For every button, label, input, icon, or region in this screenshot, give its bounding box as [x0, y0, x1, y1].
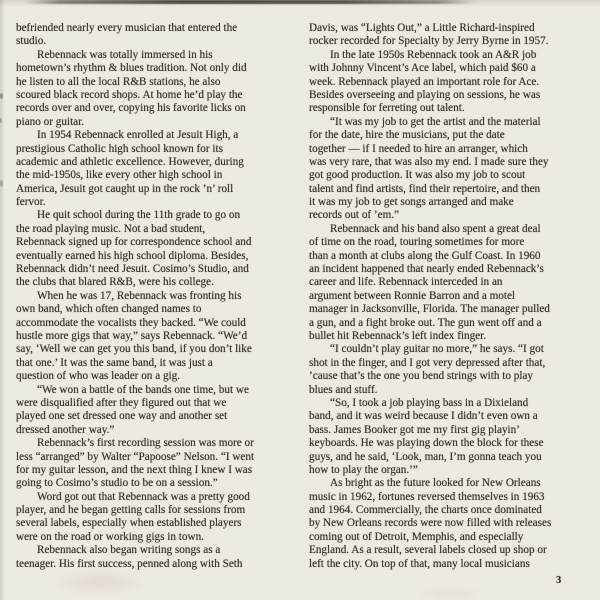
text-line: Rebennack and his band also spent a great deal — [330, 222, 541, 235]
text-line: records over and over, copying his favorite licks on — [16, 102, 246, 115]
text-line: ’cause that’s the one you bend strings with to play — [309, 370, 534, 383]
text-line: manager in Jacksonville, Florida. The manager pulled — [309, 303, 550, 316]
text-line: eventually earned his high school diploma. Besides, — [16, 249, 249, 262]
text-line: left the city. On top of that, many local musicians — [309, 557, 530, 570]
text-line: “So, I took a job playing bass in a Dixieland — [330, 396, 529, 409]
text-line: Rebennack signed up for correspondence school and — [16, 236, 252, 249]
text-line: keyboards. He was playing down the block for these — [309, 437, 544, 450]
text-line: the clubs that blared R&B, were his college. — [16, 276, 214, 289]
scan-speck — [0, 118, 2, 123]
text-line: player, and he began getting calls for sessions from — [16, 504, 246, 517]
text-line: that one.’ It was the same band, it was just a — [16, 356, 213, 369]
text-line: he listen to all the local R&B stations, he also — [16, 75, 221, 88]
scan-smudge — [415, 586, 485, 600]
text-line: and 1964. Commercially, the charts once dominated — [309, 504, 542, 517]
text-line: befriended nearly every musician that entered the — [16, 22, 238, 34]
text-line: Word got out that Rebennack was a pretty good — [37, 490, 250, 503]
text-line: were disqualified after they figured out that we — [16, 396, 227, 409]
text-line: week. Rebennack played an important role for Ace. — [309, 75, 540, 88]
text-line: shot in the finger, and I got very depressed after that, — [309, 356, 546, 369]
text-line: Besides overseeing and playing on sessions, he was — [309, 88, 541, 101]
text-line: “It was my job to get the artist and the material — [330, 115, 541, 128]
text-line: prestigious Catholic high school known for its — [16, 142, 223, 155]
text-line: academic and athletic excellence. However, during — [16, 155, 244, 168]
text-line: Davis, was “Lights Out,” a Little Richard-inspired — [309, 22, 535, 34]
text-line: bass. James Booker got me my first gig playin’ — [309, 423, 520, 436]
text-line: “I couldn’t play guitar no more,” he says. “I got — [330, 343, 544, 356]
text-column-right — [309, 22, 594, 571]
text-line: the road playing music. Not a bad student, — [16, 222, 206, 235]
text-line: When he was 17, Rebennack was fronting his — [37, 289, 242, 302]
text-line: an incident happened that nearly ended Rebennack’s — [309, 263, 544, 276]
text-line: studio. — [16, 35, 47, 48]
text-line: records out of ’em.” — [309, 209, 400, 222]
scan-edge-left-shadow — [0, 0, 5, 600]
text-line: with Johnny Vincent’s Ace label, which paid $60 a — [309, 62, 536, 75]
text-line: than a month at clubs along the Gulf Coast. In 1960 — [309, 249, 541, 262]
text-line: hustle more gigs that way,” says Rebennack. “We’d — [16, 329, 248, 342]
text-line: coming out of Detroit, Memphis, and especially — [309, 530, 524, 543]
text-line: teenager. His first success, penned along with Seth — [16, 557, 243, 570]
text-line: Rebennack was totally immersed in his — [37, 48, 213, 61]
text-line: fervor. — [16, 196, 46, 209]
text-line: “We won a battle of the bands one time, but we — [37, 383, 249, 396]
text-line: In 1954 Rebennack enrolled at Jesuit High, a — [37, 129, 239, 142]
text-line: He quit school during the 11th grade to go on — [37, 209, 241, 222]
text-line: music in 1962, fortunes reversed themselves in 1963 — [309, 490, 545, 503]
text-line: America, Jesuit got caught up in the rock ’n’ roll — [16, 182, 234, 195]
text-line: bullet hit Rebennack’s left index finger. — [309, 329, 487, 342]
text-line: was very rare, that was also my end. I made sure they — [309, 155, 549, 168]
text-line: by New Orleans records were now filled with releases — [309, 517, 552, 530]
text-line: of time on the road, touring sometimes for more — [309, 236, 525, 249]
text-line: talent and find artists, find their repertoire, and then — [309, 182, 541, 195]
text-column-left — [16, 22, 294, 571]
text-line: together — if I needed to hire an arranger, which — [309, 142, 528, 155]
text-line: band, and it was weird because I didn’t even own a — [309, 410, 538, 423]
text-line: several labels, especially when established players — [16, 517, 242, 530]
text-line: Rebennack also began writing songs as a — [37, 544, 221, 557]
text-line: In the late 1950s Rebennack took an A&R job — [330, 48, 537, 61]
text-line: own band, which often changed names to — [16, 303, 202, 316]
text-line: Rebennack’s first recording session was more or — [37, 437, 254, 450]
text-line: career and life. Rebennack interceded in an — [309, 276, 503, 289]
text-line: played one set dressed one way and another set — [16, 410, 228, 423]
text-line: going to Cosimo’s studio to be on a session.” — [16, 477, 218, 490]
text-line: piano or guitar. — [16, 115, 85, 128]
text-line: blues and stuff. — [309, 383, 378, 396]
text-line: it was my job to get songs arranged and make — [309, 196, 514, 209]
scan-edge-top-shadow — [0, 0, 600, 7]
text-line: guys, and he said, ‘Look, man, I’m gonna teach you — [309, 450, 542, 463]
text-line: scoured black record shops. At home he’d play the — [16, 88, 243, 101]
scan-edge-top-line — [25, 0, 475, 4]
text-line: England. As a result, several labels closed up shop or — [309, 544, 547, 557]
text-line: accommodate the vocalists they backed. “We could — [16, 316, 246, 329]
scan-speck — [0, 180, 3, 187]
text-line: dressed another way.” — [16, 423, 115, 436]
text-line: question of who was leader on a gig. — [16, 370, 181, 383]
text-line: how to play the organ.’” — [309, 463, 418, 476]
text-line: got good production. It was also my job to scout — [309, 169, 526, 182]
text-line: responsible for ferreting out talent. — [309, 102, 465, 115]
scan-smudge — [52, 570, 147, 594]
text-line: a gun, and a fight broke out. The gun went off and a — [309, 316, 542, 329]
text-line: hometown’s rhythm & blues tradition. Not only did — [16, 62, 247, 75]
text-line: say, ‘Well we can get you this band, if you don’t like — [16, 343, 252, 356]
text-line: for my guitar lesson, and the next thing I knew I was — [16, 463, 253, 476]
scan-speck — [0, 93, 3, 99]
text-line: were on the road or working gigs in town. — [16, 530, 204, 543]
text-line: As bright as the future looked for New Orleans — [330, 477, 541, 490]
text-line: Rebennack didn’t need Jesuit. Cosimo’s Studio, and — [16, 263, 249, 276]
text-line: less “arranged” by Walter “Papoose” Nelson. “I went — [16, 450, 255, 463]
page-number: 3 — [556, 575, 562, 586]
text-line: the mid-1950s, like every other high school in — [16, 169, 223, 182]
text-line: rocker recorded for Specialty by Jerry Byrne in 1957. — [309, 35, 549, 48]
text-line: for the date, hire the musicians, put the date — [309, 129, 505, 142]
text-line: argument between Ronnie Barron and a motel — [309, 289, 516, 302]
